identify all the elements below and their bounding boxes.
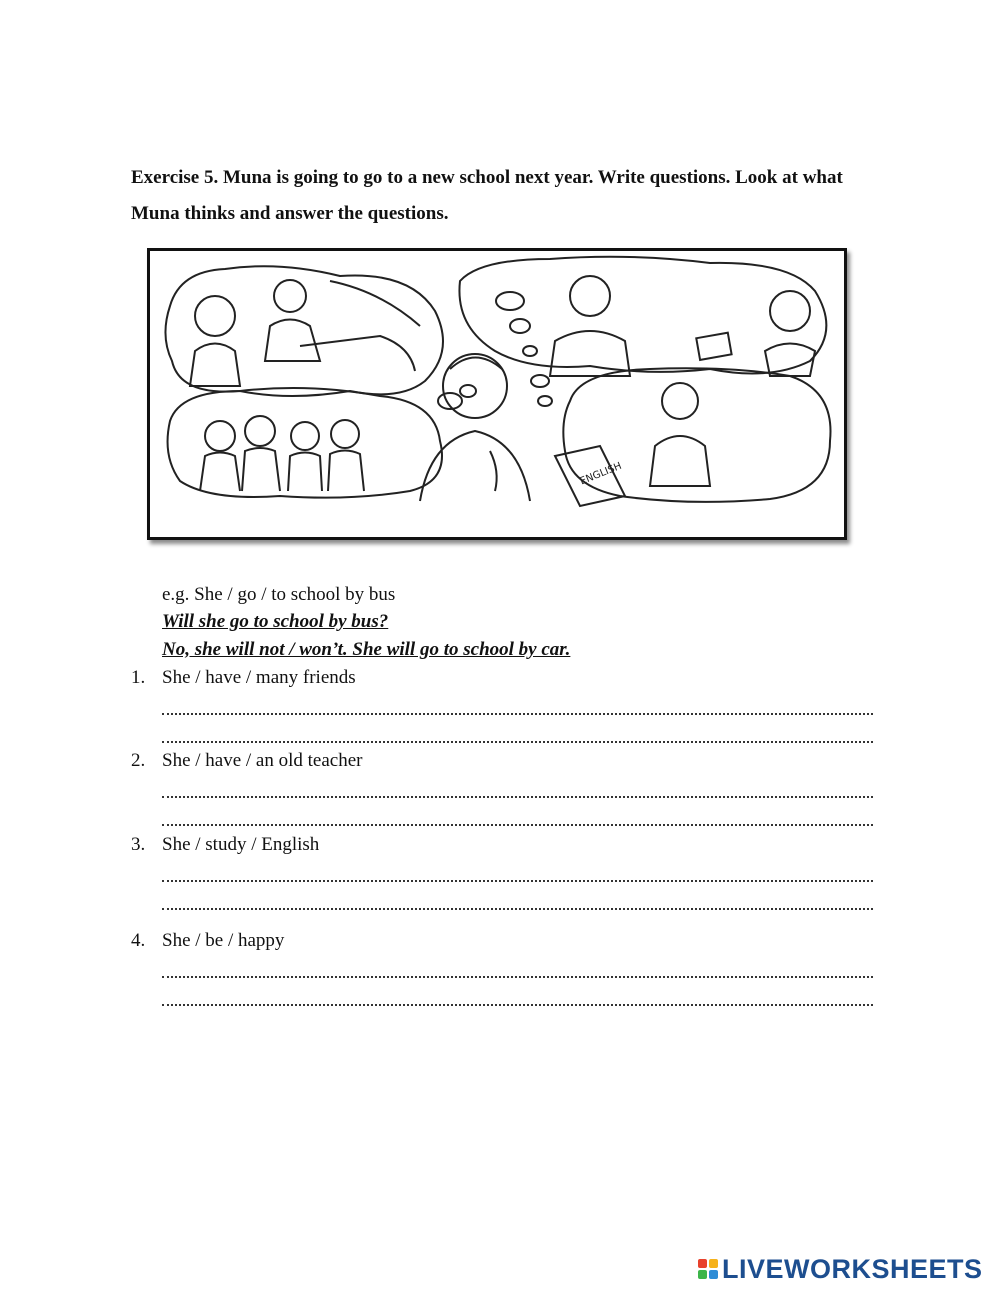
- thought-cloud-book: [563, 368, 830, 502]
- answer-field-1a[interactable]: [162, 691, 873, 715]
- answer-field-2a[interactable]: [162, 774, 873, 798]
- logo-square-blue: [709, 1270, 718, 1279]
- logo-square-yellow: [709, 1259, 718, 1268]
- example-prompt: e.g. She / go / to school by bus: [162, 584, 396, 605]
- item-number: 4.: [131, 930, 146, 951]
- answer-field-4a[interactable]: [162, 954, 873, 978]
- logo-square-green: [698, 1270, 707, 1279]
- illustration: [147, 248, 847, 540]
- thought-cloud-friends: [168, 388, 442, 498]
- item-prompt: She / be / happy: [162, 930, 285, 951]
- item-number: 1.: [131, 667, 146, 688]
- example-answer: No, she will not / won’t. She will go to school by car.: [162, 639, 571, 660]
- item-prompt: She / study / English: [162, 834, 320, 855]
- book-label: ENGLISH: [578, 460, 624, 488]
- item-number: 3.: [131, 834, 146, 855]
- answer-field-1b[interactable]: [162, 719, 873, 743]
- thought-cloud-car: [165, 266, 443, 396]
- logo-text: LIVEWORKSHEETS: [722, 1253, 983, 1284]
- answer-field-3a[interactable]: [162, 858, 873, 882]
- exercise-instructions: Exercise 5. Muna is going to go to a new school next year. Write questions. Look at what Muna thinks and answer the questions.: [131, 167, 843, 224]
- item-number: 2.: [131, 750, 146, 771]
- item-prompt: She / have / many friends: [162, 667, 356, 688]
- illustration-drawing: [150, 251, 844, 537]
- logo-icon: [698, 1259, 718, 1279]
- answer-field-4b[interactable]: [162, 982, 873, 1006]
- example-question: Will she go to school by bus?: [162, 611, 389, 632]
- liveworksheets-logo: [698, 1253, 983, 1285]
- answer-field-3b[interactable]: [162, 886, 873, 910]
- answer-field-2b[interactable]: [162, 802, 873, 826]
- logo-square-red: [698, 1259, 707, 1268]
- item-prompt: She / have / an old teacher: [162, 750, 363, 771]
